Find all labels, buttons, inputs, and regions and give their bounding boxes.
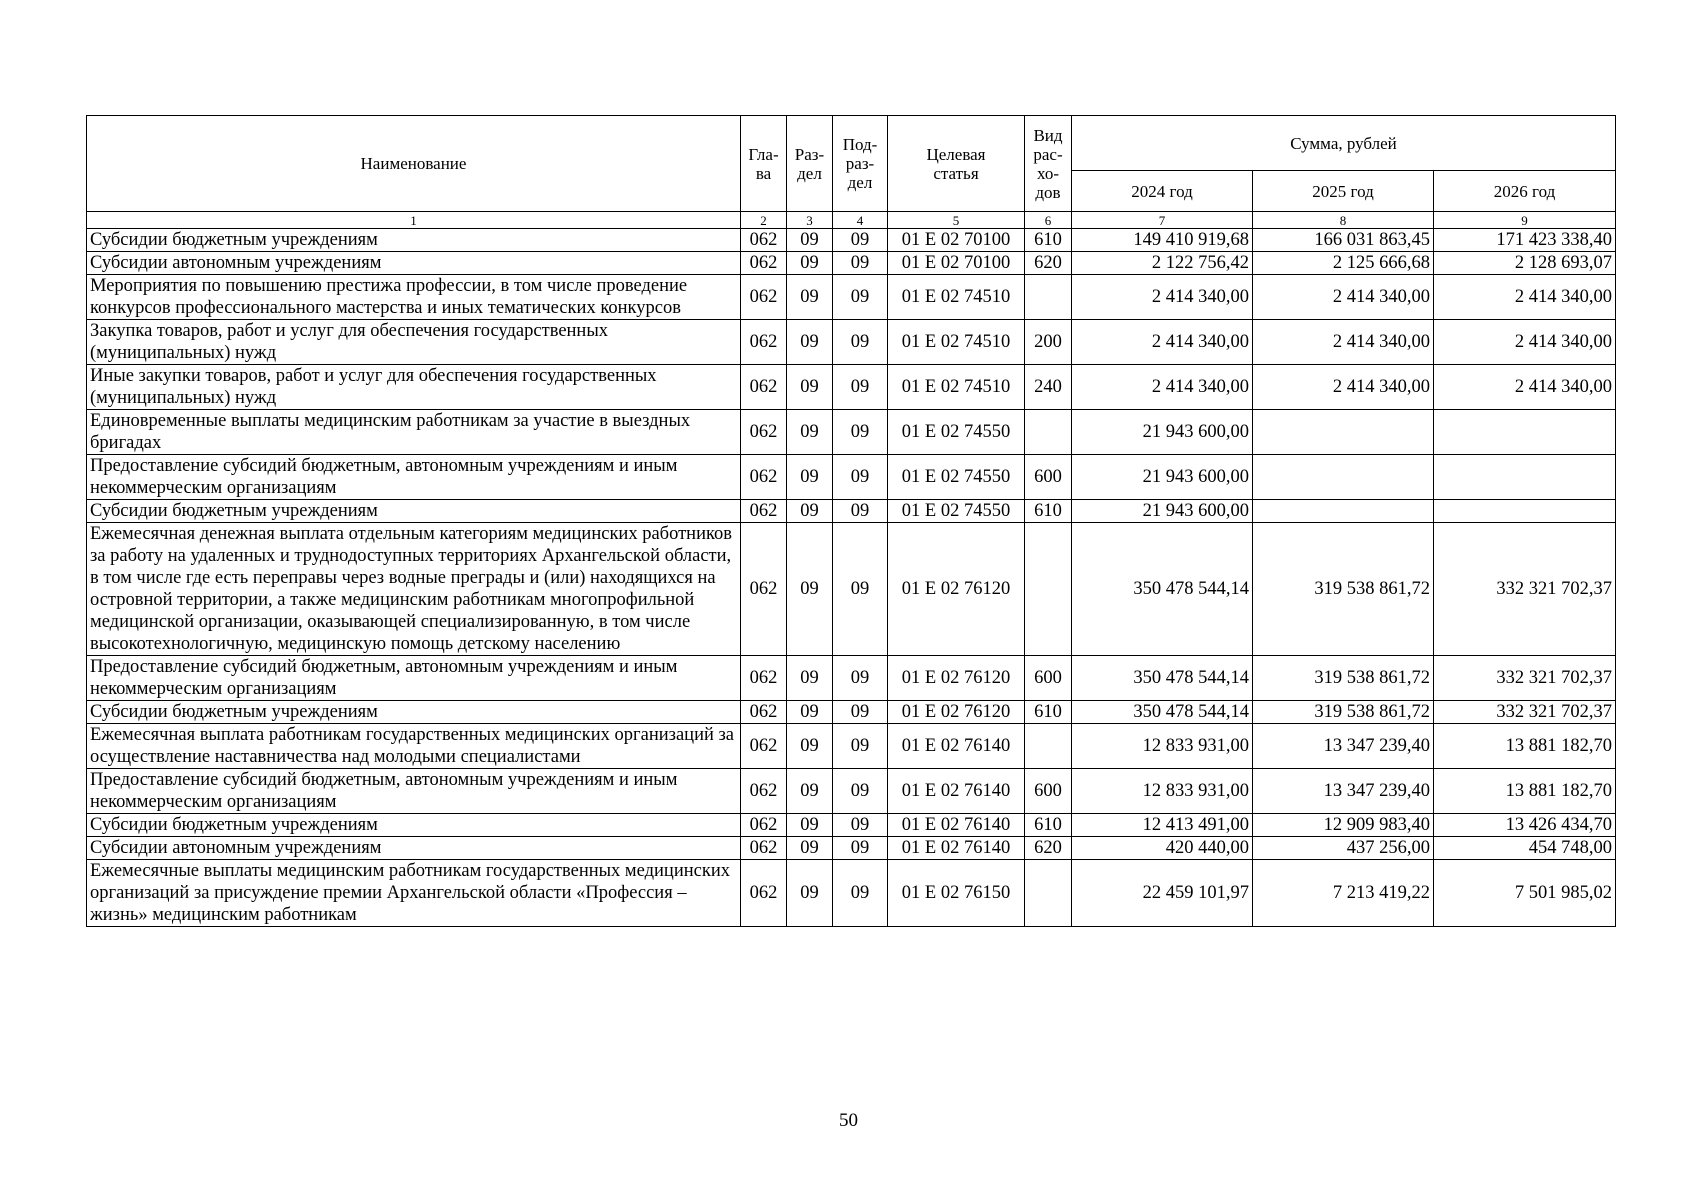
row-chapter: 062 <box>741 500 787 523</box>
row-sum-2026: 13 881 182,70 <box>1434 724 1616 769</box>
page-number: 50 <box>839 1110 858 1131</box>
row-section: 09 <box>787 410 833 455</box>
row-name: Ежемесячная денежная выплата отдельным категориям медицинских работников за работу на удаленных и труднодоступных территориях Архангельской области, в том числе где есть переправы через водные преграды и (или) находящихся на островной территории, а также медицинским работникам многопрофильной медицинской организации, оказывающей специализированную, в том числе высокотехнологичную, медицинскую помощь детскому населению <box>87 523 741 656</box>
row-target-article: 01 Е 02 76140 <box>888 814 1025 837</box>
row-chapter: 062 <box>741 656 787 701</box>
row-sum-2026: 13 881 182,70 <box>1434 769 1616 814</box>
table-row <box>87 410 1616 455</box>
row-sum-2025: 437 256,00 <box>1253 837 1434 860</box>
table-row <box>87 500 1616 523</box>
row-subsection: 09 <box>833 410 888 455</box>
row-sum-2026 <box>1434 410 1616 455</box>
table-row <box>87 701 1616 724</box>
row-name: Единовременные выплаты медицинским работникам за участие в выездных бригадах <box>87 410 741 455</box>
row-sum-2024: 350 478 544,14 <box>1072 701 1253 724</box>
row-chapter: 062 <box>741 814 787 837</box>
row-sum-2024: 420 440,00 <box>1072 837 1253 860</box>
row-sum-2026: 454 748,00 <box>1434 837 1616 860</box>
column-number: 1 <box>87 212 741 229</box>
row-target-article: 01 Е 02 74550 <box>888 500 1025 523</box>
row-subsection: 09 <box>833 455 888 500</box>
row-sum-2025: 13 347 239,40 <box>1253 724 1434 769</box>
row-name: Субсидии бюджетным учреждениям <box>87 500 741 523</box>
row-sum-2025 <box>1253 500 1434 523</box>
column-number: 8 <box>1253 212 1434 229</box>
row-sum-2026: 332 321 702,37 <box>1434 701 1616 724</box>
row-target-article: 01 Е 02 76140 <box>888 837 1025 860</box>
row-section: 09 <box>787 656 833 701</box>
row-subsection: 09 <box>833 320 888 365</box>
row-expense-type <box>1025 523 1072 656</box>
row-target-article: 01 Е 02 74550 <box>888 455 1025 500</box>
row-expense-type: 610 <box>1025 229 1072 252</box>
row-sum-2025: 319 538 861,72 <box>1253 656 1434 701</box>
row-name: Предоставление субсидий бюджетным, автономным учреждениям и иным некоммерческим организациям <box>87 656 741 701</box>
row-subsection: 09 <box>833 365 888 410</box>
column-number: 5 <box>888 212 1025 229</box>
row-subsection: 09 <box>833 275 888 320</box>
row-section: 09 <box>787 320 833 365</box>
row-name: Мероприятия по повышению престижа профессии, в том числе проведение конкурсов профессионального мастерства и иных тематических конкурсов <box>87 275 741 320</box>
row-sum-2024: 2 414 340,00 <box>1072 320 1253 365</box>
header-expense-type: Вид рас- хо- дов <box>1025 116 1072 212</box>
row-name: Субсидии бюджетным учреждениям <box>87 701 741 724</box>
header-sum: Сумма, рублей <box>1072 116 1616 171</box>
header-year-2026: 2026 год <box>1434 171 1616 212</box>
row-sum-2026: 171 423 338,40 <box>1434 229 1616 252</box>
column-number: 7 <box>1072 212 1253 229</box>
row-section: 09 <box>787 814 833 837</box>
header-year-2025: 2025 год <box>1253 171 1434 212</box>
row-sum-2025: 2 414 340,00 <box>1253 365 1434 410</box>
row-sum-2024: 2 414 340,00 <box>1072 365 1253 410</box>
row-subsection: 09 <box>833 814 888 837</box>
row-sum-2025: 2 414 340,00 <box>1253 275 1434 320</box>
row-section: 09 <box>787 229 833 252</box>
row-name: Ежемесячная выплата работникам государственных медицинских организаций за осуществление наставничества над молодыми специалистами <box>87 724 741 769</box>
table-row <box>87 837 1616 860</box>
column-number: 3 <box>787 212 833 229</box>
row-sum-2024: 21 943 600,00 <box>1072 500 1253 523</box>
table-row <box>87 523 1616 656</box>
row-chapter: 062 <box>741 769 787 814</box>
table-row <box>87 656 1616 701</box>
row-name: Субсидии бюджетным учреждениям <box>87 229 741 252</box>
header-section: Раз- дел <box>787 116 833 212</box>
row-expense-type: 600 <box>1025 656 1072 701</box>
row-sum-2024: 12 413 491,00 <box>1072 814 1253 837</box>
row-name: Предоставление субсидий бюджетным, автономным учреждениям и иным некоммерческим организациям <box>87 769 741 814</box>
header-chapter: Гла- ва <box>741 116 787 212</box>
row-expense-type: 620 <box>1025 252 1072 275</box>
row-sum-2024: 12 833 931,00 <box>1072 769 1253 814</box>
header-subsection: Под- раз- дел <box>833 116 888 212</box>
row-section: 09 <box>787 523 833 656</box>
row-sum-2024: 2 122 756,42 <box>1072 252 1253 275</box>
row-name: Ежемесячные выплаты медицинским работникам государственных медицинских организаций за присуждение премии Архангельской области «Профессия – жизнь» медицинским работникам <box>87 860 741 927</box>
row-sum-2026: 332 321 702,37 <box>1434 523 1616 656</box>
column-number: 6 <box>1025 212 1072 229</box>
row-target-article: 01 Е 02 76150 <box>888 860 1025 927</box>
row-expense-type <box>1025 860 1072 927</box>
row-subsection: 09 <box>833 837 888 860</box>
row-subsection: 09 <box>833 656 888 701</box>
row-sum-2026: 2 128 693,07 <box>1434 252 1616 275</box>
table-row <box>87 455 1616 500</box>
table-row <box>87 365 1616 410</box>
header-target-article: Целевая статья <box>888 116 1025 212</box>
row-subsection: 09 <box>833 724 888 769</box>
row-expense-type: 200 <box>1025 320 1072 365</box>
row-expense-type <box>1025 724 1072 769</box>
row-chapter: 062 <box>741 860 787 927</box>
row-sum-2024: 149 410 919,68 <box>1072 229 1253 252</box>
row-sum-2026: 7 501 985,02 <box>1434 860 1616 927</box>
row-expense-type: 240 <box>1025 365 1072 410</box>
row-sum-2024: 350 478 544,14 <box>1072 656 1253 701</box>
table-row <box>87 814 1616 837</box>
row-section: 09 <box>787 837 833 860</box>
row-sum-2024: 21 943 600,00 <box>1072 455 1253 500</box>
row-chapter: 062 <box>741 275 787 320</box>
column-number: 9 <box>1434 212 1616 229</box>
row-sum-2025 <box>1253 455 1434 500</box>
row-subsection: 09 <box>833 229 888 252</box>
row-sum-2024: 12 833 931,00 <box>1072 724 1253 769</box>
column-number-row <box>87 212 1616 229</box>
table-body <box>87 229 1616 927</box>
row-chapter: 062 <box>741 837 787 860</box>
row-name: Субсидии автономным учреждениям <box>87 252 741 275</box>
row-subsection: 09 <box>833 769 888 814</box>
row-sum-2024: 21 943 600,00 <box>1072 410 1253 455</box>
row-name: Иные закупки товаров, работ и услуг для обеспечения государственных (муниципальных) нужд <box>87 365 741 410</box>
row-target-article: 01 Е 02 74510 <box>888 365 1025 410</box>
row-target-article: 01 Е 02 74550 <box>888 410 1025 455</box>
row-sum-2025: 319 538 861,72 <box>1253 523 1434 656</box>
row-expense-type: 610 <box>1025 701 1072 724</box>
row-subsection: 09 <box>833 701 888 724</box>
row-section: 09 <box>787 365 833 410</box>
row-expense-type <box>1025 275 1072 320</box>
row-sum-2026: 332 321 702,37 <box>1434 656 1616 701</box>
row-sum-2025 <box>1253 410 1434 455</box>
row-expense-type: 610 <box>1025 814 1072 837</box>
header-row-top <box>87 116 1616 171</box>
row-sum-2025: 319 538 861,72 <box>1253 701 1434 724</box>
row-section: 09 <box>787 724 833 769</box>
row-chapter: 062 <box>741 410 787 455</box>
header-year-2024: 2024 год <box>1072 171 1253 212</box>
row-name: Субсидии автономным учреждениям <box>87 837 741 860</box>
row-expense-type: 610 <box>1025 500 1072 523</box>
row-sum-2026: 2 414 340,00 <box>1434 275 1616 320</box>
row-chapter: 062 <box>741 229 787 252</box>
column-number: 2 <box>741 212 787 229</box>
row-sum-2025: 12 909 983,40 <box>1253 814 1434 837</box>
row-target-article: 01 Е 02 76120 <box>888 656 1025 701</box>
row-name: Предоставление субсидий бюджетным, автономным учреждениям и иным некоммерческим организациям <box>87 455 741 500</box>
table-row <box>87 320 1616 365</box>
column-number: 4 <box>833 212 888 229</box>
row-sum-2026: 13 426 434,70 <box>1434 814 1616 837</box>
row-sum-2024: 350 478 544,14 <box>1072 523 1253 656</box>
row-section: 09 <box>787 860 833 927</box>
row-subsection: 09 <box>833 523 888 656</box>
table-row <box>87 252 1616 275</box>
row-sum-2026: 2 414 340,00 <box>1434 320 1616 365</box>
row-sum-2025: 2 125 666,68 <box>1253 252 1434 275</box>
row-sum-2026 <box>1434 500 1616 523</box>
row-chapter: 062 <box>741 455 787 500</box>
row-name: Закупка товаров, работ и услуг для обеспечения государственных (муниципальных) нужд <box>87 320 741 365</box>
table-row <box>87 275 1616 320</box>
row-chapter: 062 <box>741 320 787 365</box>
row-chapter: 062 <box>741 523 787 656</box>
row-chapter: 062 <box>741 701 787 724</box>
row-section: 09 <box>787 769 833 814</box>
row-chapter: 062 <box>741 724 787 769</box>
row-sum-2026: 2 414 340,00 <box>1434 365 1616 410</box>
row-target-article: 01 Е 02 70100 <box>888 229 1025 252</box>
row-sum-2025: 166 031 863,45 <box>1253 229 1434 252</box>
row-expense-type: 600 <box>1025 455 1072 500</box>
row-sum-2024: 2 414 340,00 <box>1072 275 1253 320</box>
row-sum-2024: 22 459 101,97 <box>1072 860 1253 927</box>
row-target-article: 01 Е 02 76140 <box>888 724 1025 769</box>
row-sum-2026 <box>1434 455 1616 500</box>
row-chapter: 062 <box>741 252 787 275</box>
row-expense-type <box>1025 410 1072 455</box>
row-sum-2025: 13 347 239,40 <box>1253 769 1434 814</box>
row-expense-type: 600 <box>1025 769 1072 814</box>
table-row <box>87 860 1616 927</box>
row-section: 09 <box>787 252 833 275</box>
row-target-article: 01 Е 02 74510 <box>888 275 1025 320</box>
row-section: 09 <box>787 500 833 523</box>
table-row <box>87 229 1616 252</box>
row-subsection: 09 <box>833 860 888 927</box>
row-sum-2025: 2 414 340,00 <box>1253 320 1434 365</box>
row-section: 09 <box>787 455 833 500</box>
row-name: Субсидии бюджетным учреждениям <box>87 814 741 837</box>
row-target-article: 01 Е 02 76120 <box>888 523 1025 656</box>
row-subsection: 09 <box>833 500 888 523</box>
row-target-article: 01 Е 02 74510 <box>888 320 1025 365</box>
row-target-article: 01 Е 02 76140 <box>888 769 1025 814</box>
row-section: 09 <box>787 275 833 320</box>
row-target-article: 01 Е 02 76120 <box>888 701 1025 724</box>
row-chapter: 062 <box>741 365 787 410</box>
row-expense-type: 620 <box>1025 837 1072 860</box>
budget-table <box>86 115 1616 927</box>
table-row <box>87 724 1616 769</box>
row-target-article: 01 Е 02 70100 <box>888 252 1025 275</box>
row-sum-2025: 7 213 419,22 <box>1253 860 1434 927</box>
row-section: 09 <box>787 701 833 724</box>
header-name: Наименование <box>87 116 741 212</box>
table-row <box>87 769 1616 814</box>
row-subsection: 09 <box>833 252 888 275</box>
